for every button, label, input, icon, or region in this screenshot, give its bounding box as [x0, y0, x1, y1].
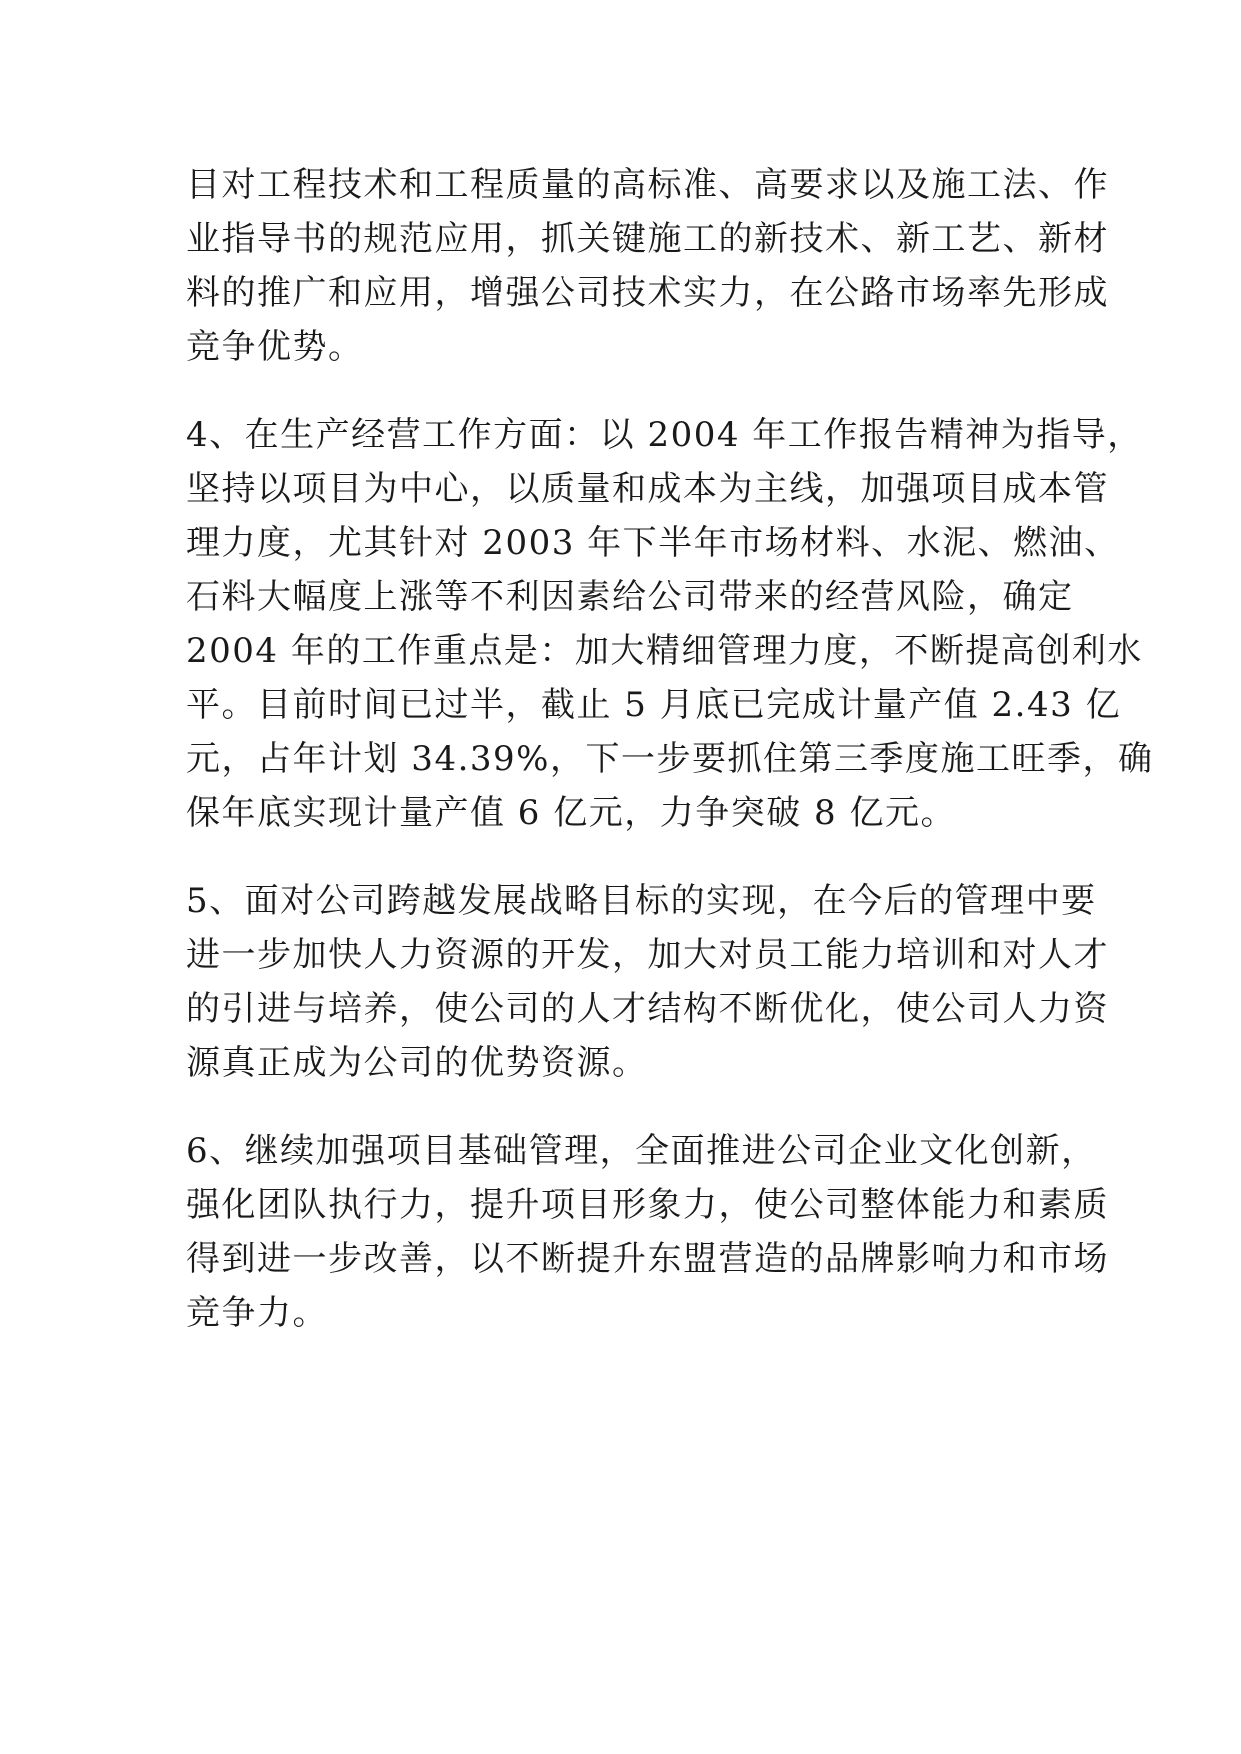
text-line: 保年底实现计量产值 6 亿元，力争突破 8 亿元。: [186, 793, 956, 833]
text-line: 竞争力。: [186, 1293, 328, 1333]
text-line: 进一步加快人力资源的开发，加大对员工能力培训和对人才: [186, 935, 1109, 975]
text-line: 2004 年的工作重点是：加大精细管理力度，不断提高创利水: [186, 631, 1143, 671]
text-line: 理力度，尤其针对 2003 年下半年市场材料、水泥、燃油、: [186, 523, 1120, 563]
text-line: 竞争优势。: [186, 327, 364, 367]
paragraph-continuation: [186, 158, 1109, 374]
text-line: 平。目前时间已过半，截止 5 月底已完成计量产值 2.43 亿: [186, 685, 1122, 725]
paragraph-item-6: [186, 1124, 1109, 1340]
text-line: 目对工程技术和工程质量的高标准、高要求以及施工法、作: [186, 165, 1109, 205]
paragraph-item-4: [186, 408, 1154, 840]
text-line: 料的推广和应用，增强公司技术实力，在公路市场率先形成: [186, 273, 1109, 313]
text-line: 源真正成为公司的优势资源。: [186, 1043, 648, 1083]
text-line: 5、面对公司跨越发展战略目标的实现，在今后的管理中要: [186, 881, 1097, 921]
text-line: 强化团队执行力，提升项目形象力，使公司整体能力和素质: [186, 1185, 1109, 1225]
text-line: 石料大幅度上涨等不利因素给公司带来的经营风险，确定: [186, 577, 1074, 617]
text-line: 的引进与培养，使公司的人才结构不断优化，使公司人力资: [186, 989, 1109, 1029]
text-line: 业指导书的规范应用，抓关键施工的新技术、新工艺、新材: [186, 219, 1109, 259]
text-line: 得到进一步改善，以不断提升东盟营造的品牌影响力和市场: [186, 1239, 1109, 1279]
text-line: 6、继续加强项目基础管理，全面推进公司企业文化创新，: [186, 1131, 1097, 1171]
text-line: 元，占年计划 34.39%，下一步要抓住第三季度施工旺季，确: [186, 739, 1154, 779]
paragraph-item-5: [186, 874, 1109, 1090]
text-line: 坚持以项目为中心，以质量和成本为主线，加强项目成本管: [186, 469, 1109, 509]
text-line: 4、在生产经营工作方面：以 2004 年工作报告精神为指导，: [186, 415, 1143, 455]
